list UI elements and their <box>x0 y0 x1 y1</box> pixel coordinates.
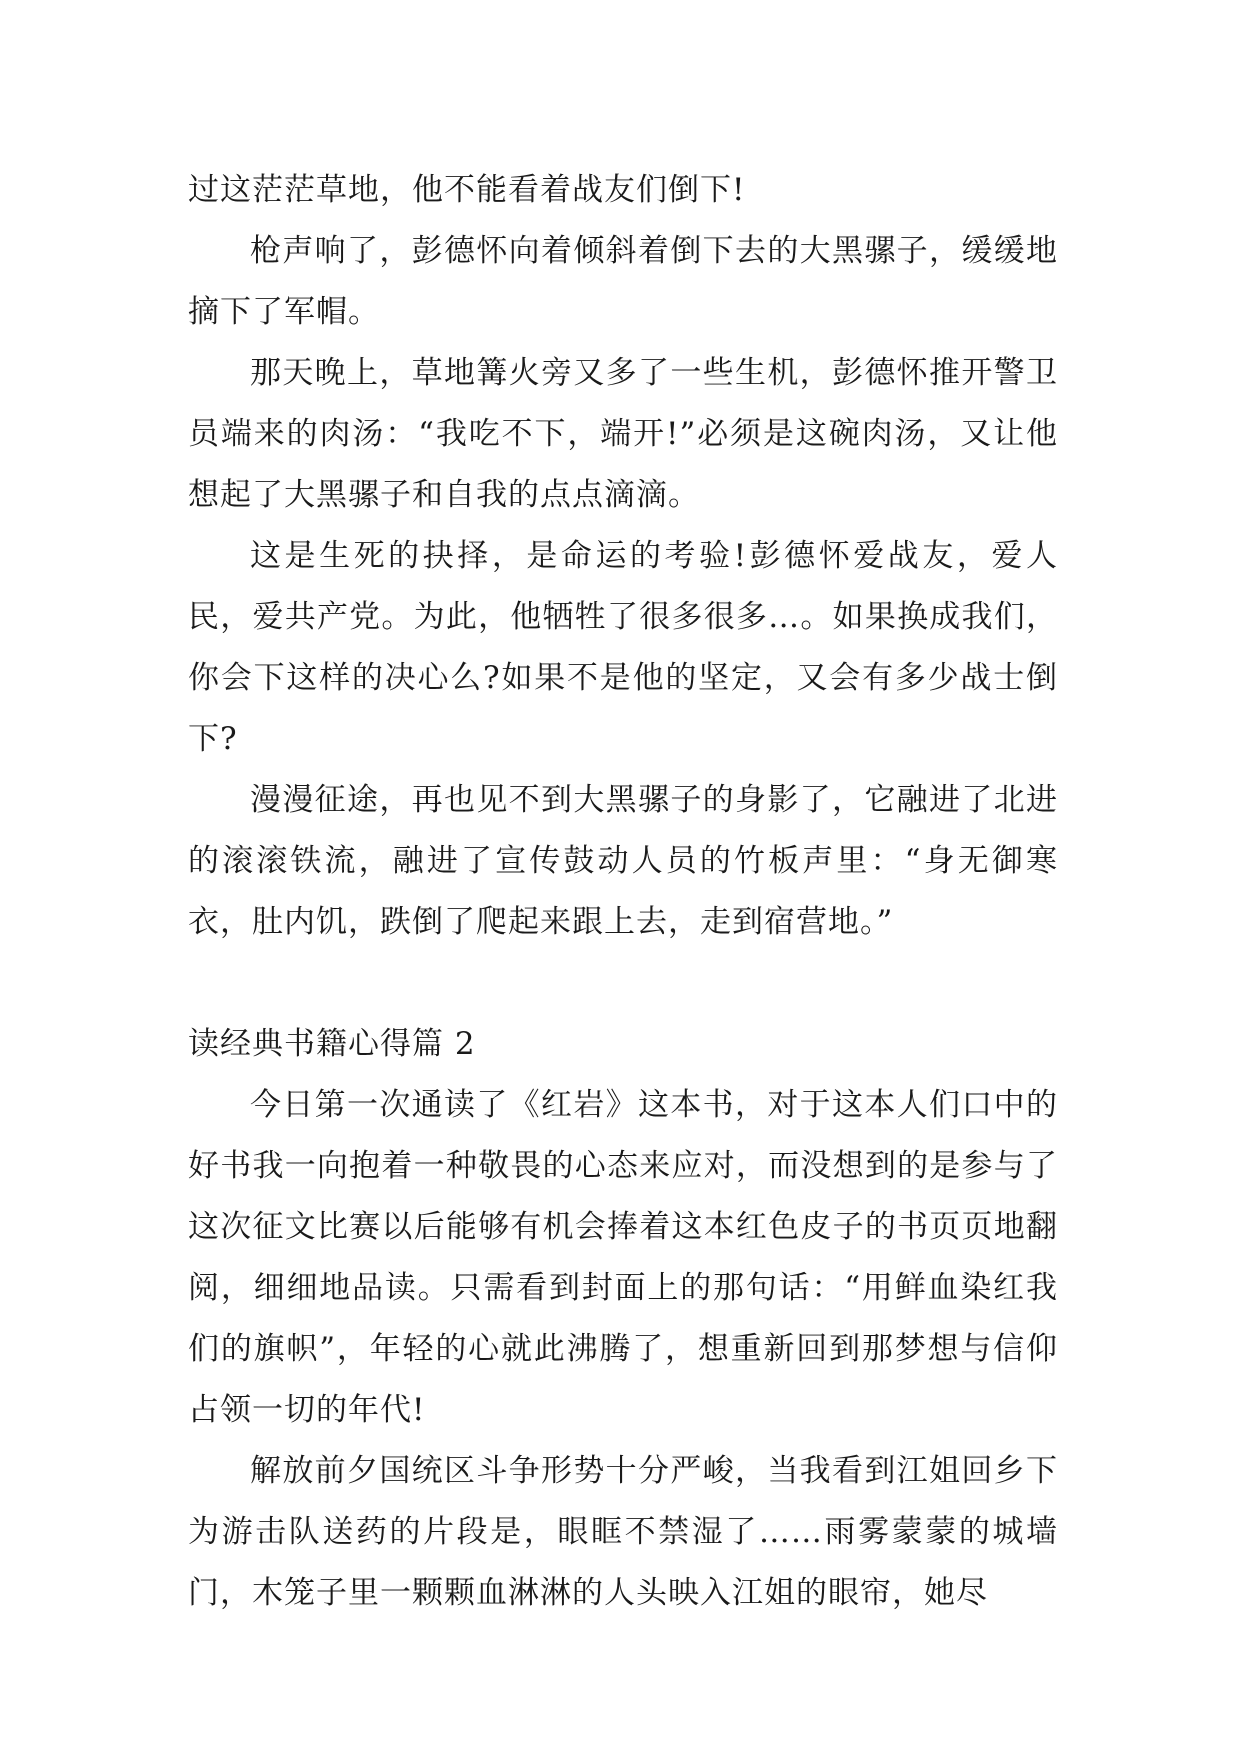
paragraph: 那天晚上，草地篝火旁又多了一些生机，彭德怀推开警卫员端来的肉汤：“我吃不下，端开!”必须是这碗肉汤，又让他想起了大黑骡子和自我的点点滴滴。 <box>188 355 1058 513</box>
paragraph-continuation: 过这茫茫草地，他不能看着战友们倒下! <box>188 172 746 208</box>
paragraph: 今日第一次通读了《红岩》这本书，对于这本人们口中的好书我一向抱着一种敬畏的心态来应对，而没想到的是参与了这次征文比赛以后能够有机会捧着这本红色皮子的书页页地翻阅，细细地品读。只需看到封面上的那句话：“用鲜血染红我们的旗帜”，年轻的心就此沸腾了，想重新回到那梦想与信仰占领一切的年代! <box>188 1087 1058 1428</box>
section-heading: 读经典书籍心得篇 2 <box>188 1026 476 1062</box>
paragraph: 解放前夕国统区斗争形势十分严峻，当我看到江姐回乡下为游击队送药的片段是，眼眶不禁湿了……雨雾蒙蒙的城墙门，木笼子里一颗颗血淋淋的人头映入江姐的眼帘，她尽 <box>188 1453 1058 1611</box>
paragraph: 枪声响了，彭德怀向着倾斜着倒下去的大黑骡子，缓缓地摘下了军帽。 <box>188 233 1058 330</box>
paragraph: 这是生死的抉择，是命运的考验!彭德怀爱战友，爱人民，爱共产党。为此，他牺牲了很多很多…。如果换成我们，你会下这样的决心么?如果不是他的坚定，又会有多少战士倒下? <box>188 538 1058 757</box>
paragraph: 漫漫征途，再也见不到大黑骡子的身影了，它融进了北进的滚滚铁流，融进了宣传鼓动人员的竹板声里：“身无御寒衣，肚内饥，跌倒了爬起来跟上去，走到宿营地。” <box>188 782 1058 940</box>
document-body <box>188 160 1058 1624</box>
